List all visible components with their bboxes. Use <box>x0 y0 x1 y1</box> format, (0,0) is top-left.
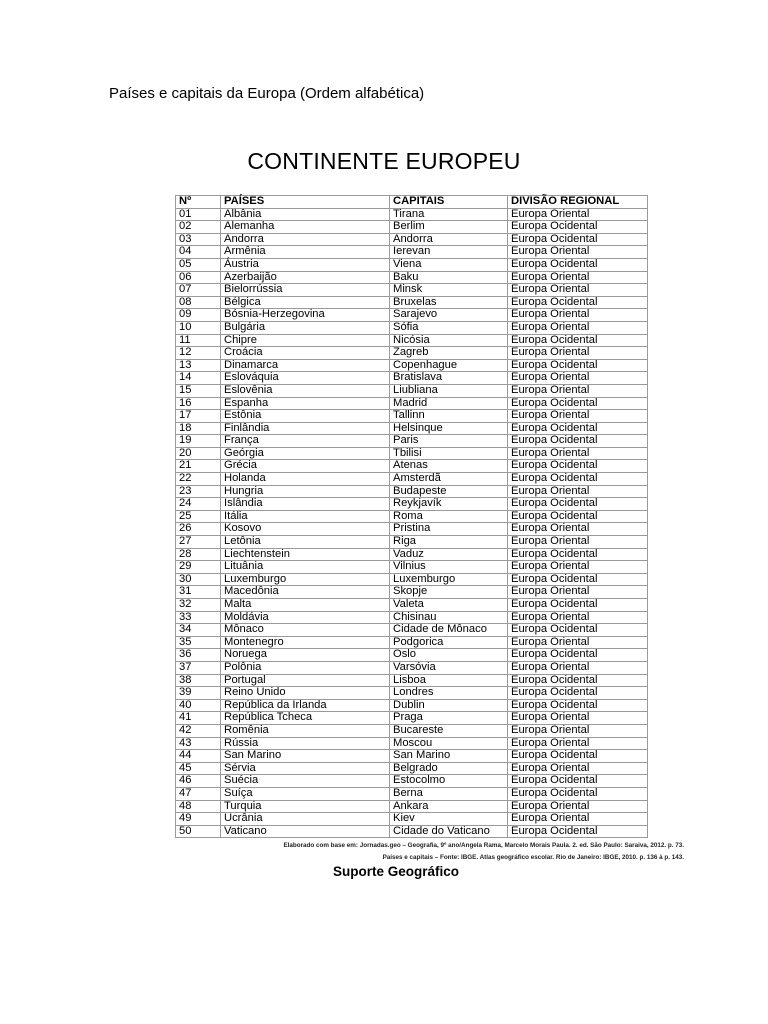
cell-country: França <box>221 435 390 448</box>
cell-region: Europa Oriental <box>508 321 648 334</box>
cell-number: 01 <box>176 208 221 221</box>
cell-capital: Praga <box>390 712 508 725</box>
cell-country: Islândia <box>221 498 390 511</box>
cell-country: Croácia <box>221 347 390 360</box>
countries-table <box>175 195 648 838</box>
cell-region: Europa Oriental <box>508 347 648 360</box>
cell-country: Suécia <box>221 775 390 788</box>
cell-country: Chipre <box>221 334 390 347</box>
cell-capital: Baku <box>390 271 508 284</box>
table-row <box>176 410 648 423</box>
cell-country: Noruega <box>221 649 390 662</box>
table-row <box>176 724 648 737</box>
cell-country: Romênia <box>221 724 390 737</box>
cell-region: Europa Oriental <box>508 372 648 385</box>
cell-capital: Ierevan <box>390 246 508 259</box>
table-row <box>176 246 648 259</box>
cell-country: Alemanha <box>221 221 390 234</box>
cell-number: 33 <box>176 611 221 624</box>
cell-capital: Pristina <box>390 523 508 536</box>
document-title: CONTINENTE EUROPEU <box>247 148 521 174</box>
cell-number: 18 <box>176 422 221 435</box>
cell-country: Mônaco <box>221 624 390 637</box>
cell-region: Europa Ocidental <box>508 624 648 637</box>
cell-number: 35 <box>176 636 221 649</box>
cell-number: 49 <box>176 813 221 826</box>
header-countries: PAÍSES <box>221 196 390 209</box>
cell-capital: Dublin <box>390 699 508 712</box>
cell-capital: Roma <box>390 510 508 523</box>
cell-region: Europa Ocidental <box>508 750 648 763</box>
cell-number: 09 <box>176 309 221 322</box>
cell-region: Europa Oriental <box>508 523 648 536</box>
cell-region: Europa Oriental <box>508 309 648 322</box>
cell-region: Europa Oriental <box>508 284 648 297</box>
cell-number: 06 <box>176 271 221 284</box>
cell-region: Europa Oriental <box>508 561 648 574</box>
cell-capital: Tallinn <box>390 410 508 423</box>
cell-capital: Viena <box>390 258 508 271</box>
cell-region: Europa Oriental <box>508 636 648 649</box>
sources-note <box>0 840 684 864</box>
table-row <box>176 334 648 347</box>
table-row <box>176 561 648 574</box>
cell-number: 36 <box>176 649 221 662</box>
cell-capital: Londres <box>390 687 508 700</box>
cell-capital: Cidade de Mônaco <box>390 624 508 637</box>
cell-region: Europa Ocidental <box>508 498 648 511</box>
table-row <box>176 712 648 725</box>
cell-region: Europa Ocidental <box>508 359 648 372</box>
cell-country: Albânia <box>221 208 390 221</box>
cell-number: 40 <box>176 699 221 712</box>
table-row <box>176 661 648 674</box>
cell-country: Turquia <box>221 800 390 813</box>
cell-region: Europa Ocidental <box>508 233 648 246</box>
cell-country: Polônia <box>221 661 390 674</box>
cell-capital: Tbilisi <box>390 447 508 460</box>
source-line: Países e capitais – Fonte: IBGE. Atlas geográfico escolar. Rio de Janeiro: IBGE, 2010. p. 136 à p. 143. <box>382 854 684 861</box>
cell-capital: Sarajevo <box>390 309 508 322</box>
cell-country: Luxemburgo <box>221 573 390 586</box>
cell-number: 44 <box>176 750 221 763</box>
cell-country: República da Irlanda <box>221 699 390 712</box>
cell-capital: Zagreb <box>390 347 508 360</box>
cell-number: 19 <box>176 435 221 448</box>
cell-region: Europa Oriental <box>508 536 648 549</box>
cell-number: 50 <box>176 825 221 838</box>
table-row <box>176 687 648 700</box>
cell-region: Europa Oriental <box>508 712 648 725</box>
cell-capital: Copenhague <box>390 359 508 372</box>
cell-region: Europa Oriental <box>508 737 648 750</box>
table-row <box>176 825 648 838</box>
cell-capital: San Marino <box>390 750 508 763</box>
cell-capital: Cidade do Vaticano <box>390 825 508 838</box>
cell-number: 08 <box>176 296 221 309</box>
cell-number: 27 <box>176 536 221 549</box>
cell-number: 48 <box>176 800 221 813</box>
cell-region: Europa Ocidental <box>508 699 648 712</box>
cell-country: Geórgia <box>221 447 390 460</box>
cell-region: Europa Ocidental <box>508 825 648 838</box>
cell-region: Europa Oriental <box>508 485 648 498</box>
table-row <box>176 321 648 334</box>
cell-country: Bulgária <box>221 321 390 334</box>
cell-number: 24 <box>176 498 221 511</box>
cell-country: Rússia <box>221 737 390 750</box>
cell-capital: Ankara <box>390 800 508 813</box>
cell-capital: Vilnius <box>390 561 508 574</box>
cell-region: Europa Oriental <box>508 762 648 775</box>
table-row <box>176 737 648 750</box>
cell-country: Kosovo <box>221 523 390 536</box>
cell-region: Europa Ocidental <box>508 258 648 271</box>
cell-capital: Minsk <box>390 284 508 297</box>
cell-number: 41 <box>176 712 221 725</box>
cell-number: 12 <box>176 347 221 360</box>
cell-number: 02 <box>176 221 221 234</box>
table-row <box>176 309 648 322</box>
table-row <box>176 523 648 536</box>
cell-region: Europa Ocidental <box>508 599 648 612</box>
table-row <box>176 611 648 624</box>
cell-country: Andorra <box>221 233 390 246</box>
cell-capital: Oslo <box>390 649 508 662</box>
table-row <box>176 284 648 297</box>
cell-number: 22 <box>176 473 221 486</box>
cell-country: Itália <box>221 510 390 523</box>
cell-capital: Podgorica <box>390 636 508 649</box>
cell-country: Dinamarca <box>221 359 390 372</box>
cell-number: 43 <box>176 737 221 750</box>
cell-number: 03 <box>176 233 221 246</box>
cell-capital: Bruxelas <box>390 296 508 309</box>
cell-country: Sérvia <box>221 762 390 775</box>
cell-region: Europa Ocidental <box>508 548 648 561</box>
cell-region: Europa Ocidental <box>508 573 648 586</box>
table-row <box>176 359 648 372</box>
cell-region: Europa Oriental <box>508 611 648 624</box>
cell-country: Estônia <box>221 410 390 423</box>
cell-number: 25 <box>176 510 221 523</box>
cell-region: Europa Oriental <box>508 447 648 460</box>
table-row <box>176 208 648 221</box>
cell-number: 04 <box>176 246 221 259</box>
cell-country: San Marino <box>221 750 390 763</box>
cell-region: Europa Oriental <box>508 208 648 221</box>
cell-region: Europa Ocidental <box>508 674 648 687</box>
cell-capital: Berlim <box>390 221 508 234</box>
cell-country: Grécia <box>221 460 390 473</box>
cell-country: Eslováquia <box>221 372 390 385</box>
cell-region: Europa Ocidental <box>508 221 648 234</box>
table-row <box>176 397 648 410</box>
cell-number: 46 <box>176 775 221 788</box>
cell-capital: Atenas <box>390 460 508 473</box>
cell-number: 28 <box>176 548 221 561</box>
cell-country: Reino Unido <box>221 687 390 700</box>
cell-number: 34 <box>176 624 221 637</box>
cell-region: Europa Ocidental <box>508 687 648 700</box>
cell-number: 39 <box>176 687 221 700</box>
cell-number: 38 <box>176 674 221 687</box>
table-row <box>176 233 648 246</box>
cell-capital: Andorra <box>390 233 508 246</box>
cell-capital: Vaduz <box>390 548 508 561</box>
cell-region: Europa Ocidental <box>508 510 648 523</box>
table-row <box>176 372 648 385</box>
cell-number: 13 <box>176 359 221 372</box>
cell-region: Europa Ocidental <box>508 473 648 486</box>
cell-country: Portugal <box>221 674 390 687</box>
cell-number: 23 <box>176 485 221 498</box>
source-line: Elaborado com base em: Jornadas.geo – Geografia, 9º ano/Angela Rama, Marcelo Morais Paula. 2. ed. São Paulo: Saraiva, 2012. p. 73. <box>283 842 684 849</box>
cell-capital: Helsinque <box>390 422 508 435</box>
table-header <box>176 196 648 209</box>
cell-capital: Kiev <box>390 813 508 826</box>
table-row <box>176 548 648 561</box>
cell-capital: Valeta <box>390 599 508 612</box>
cell-region: Europa Oriental <box>508 724 648 737</box>
cell-capital: Skopje <box>390 586 508 599</box>
cell-capital: Luxemburgo <box>390 573 508 586</box>
cell-number: 16 <box>176 397 221 410</box>
cell-country: Lituânia <box>221 561 390 574</box>
cell-country: Montenegro <box>221 636 390 649</box>
cell-region: Europa Ocidental <box>508 334 648 347</box>
cell-country: Armênia <box>221 246 390 259</box>
table-row <box>176 787 648 800</box>
cell-number: 30 <box>176 573 221 586</box>
cell-capital: Tirana <box>390 208 508 221</box>
cell-region: Europa Ocidental <box>508 296 648 309</box>
cell-capital: Bratislava <box>390 372 508 385</box>
cell-country: Espanha <box>221 397 390 410</box>
cell-region: Europa Oriental <box>508 271 648 284</box>
table-row <box>176 384 648 397</box>
cell-number: 26 <box>176 523 221 536</box>
cell-capital: Nicósia <box>390 334 508 347</box>
table-row <box>176 510 648 523</box>
cell-region: Europa Oriental <box>508 410 648 423</box>
cell-country: Finlândia <box>221 422 390 435</box>
cell-country: Bielorrússia <box>221 284 390 297</box>
table-row <box>176 347 648 360</box>
cell-region: Europa Oriental <box>508 813 648 826</box>
table-row <box>176 800 648 813</box>
cell-capital: Berna <box>390 787 508 800</box>
cell-country: Bósnia-Herzegovina <box>221 309 390 322</box>
cell-number: 14 <box>176 372 221 385</box>
cell-country: Áustria <box>221 258 390 271</box>
cell-region: Europa Ocidental <box>508 649 648 662</box>
cell-region: Europa Oriental <box>508 661 648 674</box>
cell-country: Vaticano <box>221 825 390 838</box>
table-header-row <box>176 196 648 209</box>
table-row <box>176 473 648 486</box>
header-regional-division: DIVISÃO REGIONAL <box>508 196 648 209</box>
table-row <box>176 573 648 586</box>
table-row <box>176 775 648 788</box>
header-number: Nº <box>176 196 221 209</box>
cell-number: 47 <box>176 787 221 800</box>
table-row <box>176 674 648 687</box>
cell-capital: Riga <box>390 536 508 549</box>
cell-country: Hungria <box>221 485 390 498</box>
cell-country: Macedônia <box>221 586 390 599</box>
cell-capital: Lisboa <box>390 674 508 687</box>
cell-country: Holanda <box>221 473 390 486</box>
cell-number: 07 <box>176 284 221 297</box>
cell-region: Europa Ocidental <box>508 435 648 448</box>
cell-country: Suíça <box>221 787 390 800</box>
cell-region: Europa Oriental <box>508 800 648 813</box>
cell-capital: Varsóvia <box>390 661 508 674</box>
table-body <box>176 208 648 838</box>
cell-number: 17 <box>176 410 221 423</box>
table-row <box>176 447 648 460</box>
cell-capital: Reykjavík <box>390 498 508 511</box>
table-row <box>176 435 648 448</box>
table-row <box>176 498 648 511</box>
cell-capital: Bucareste <box>390 724 508 737</box>
table-row <box>176 636 648 649</box>
table-row <box>176 460 648 473</box>
table-row <box>176 221 648 234</box>
table-row <box>176 624 648 637</box>
cell-number: 45 <box>176 762 221 775</box>
table-row <box>176 536 648 549</box>
cell-region: Europa Oriental <box>508 586 648 599</box>
cell-number: 29 <box>176 561 221 574</box>
cell-region: Europa Ocidental <box>508 422 648 435</box>
cell-capital: Liubliana <box>390 384 508 397</box>
cell-country: Moldávia <box>221 611 390 624</box>
table-row <box>176 699 648 712</box>
cell-capital: Budapeste <box>390 485 508 498</box>
cell-capital: Belgrado <box>390 762 508 775</box>
cell-country: Bélgica <box>221 296 390 309</box>
table-row <box>176 762 648 775</box>
cell-country: Letônia <box>221 536 390 549</box>
footer-brand: Suporte Geográfico <box>332 864 459 879</box>
table-row <box>176 649 648 662</box>
cell-number: 37 <box>176 661 221 674</box>
cell-region: Europa Ocidental <box>508 775 648 788</box>
cell-number: 05 <box>176 258 221 271</box>
cell-capital: Madrid <box>390 397 508 410</box>
cell-country: Eslovênia <box>221 384 390 397</box>
cell-number: 15 <box>176 384 221 397</box>
cell-number: 31 <box>176 586 221 599</box>
table-row <box>176 599 648 612</box>
page-heading: Países e capitais da Europa (Ordem alfabética) <box>109 85 425 102</box>
cell-country: Malta <box>221 599 390 612</box>
cell-country: Azerbaijão <box>221 271 390 284</box>
cell-region: Europa Oriental <box>508 384 648 397</box>
table-row <box>176 296 648 309</box>
cell-capital: Amsterdã <box>390 473 508 486</box>
cell-region: Europa Ocidental <box>508 460 648 473</box>
cell-capital: Paris <box>390 435 508 448</box>
table-row <box>176 586 648 599</box>
table-row <box>176 271 648 284</box>
cell-capital: Chisinau <box>390 611 508 624</box>
cell-country: Liechtenstein <box>221 548 390 561</box>
cell-number: 20 <box>176 447 221 460</box>
table-row <box>176 750 648 763</box>
cell-region: Europa Ocidental <box>508 787 648 800</box>
cell-number: 21 <box>176 460 221 473</box>
cell-number: 32 <box>176 599 221 612</box>
cell-region: Europa Oriental <box>508 246 648 259</box>
cell-capital: Sófia <box>390 321 508 334</box>
cell-region: Europa Ocidental <box>508 397 648 410</box>
table-row <box>176 485 648 498</box>
header-capitals: CAPITAIS <box>390 196 508 209</box>
cell-number: 11 <box>176 334 221 347</box>
cell-country: Ucrânia <box>221 813 390 826</box>
table-row <box>176 258 648 271</box>
cell-capital: Moscou <box>390 737 508 750</box>
cell-country: República Tcheca <box>221 712 390 725</box>
cell-number: 42 <box>176 724 221 737</box>
cell-capital: Estocolmo <box>390 775 508 788</box>
cell-number: 10 <box>176 321 221 334</box>
table-row <box>176 813 648 826</box>
table-row <box>176 422 648 435</box>
